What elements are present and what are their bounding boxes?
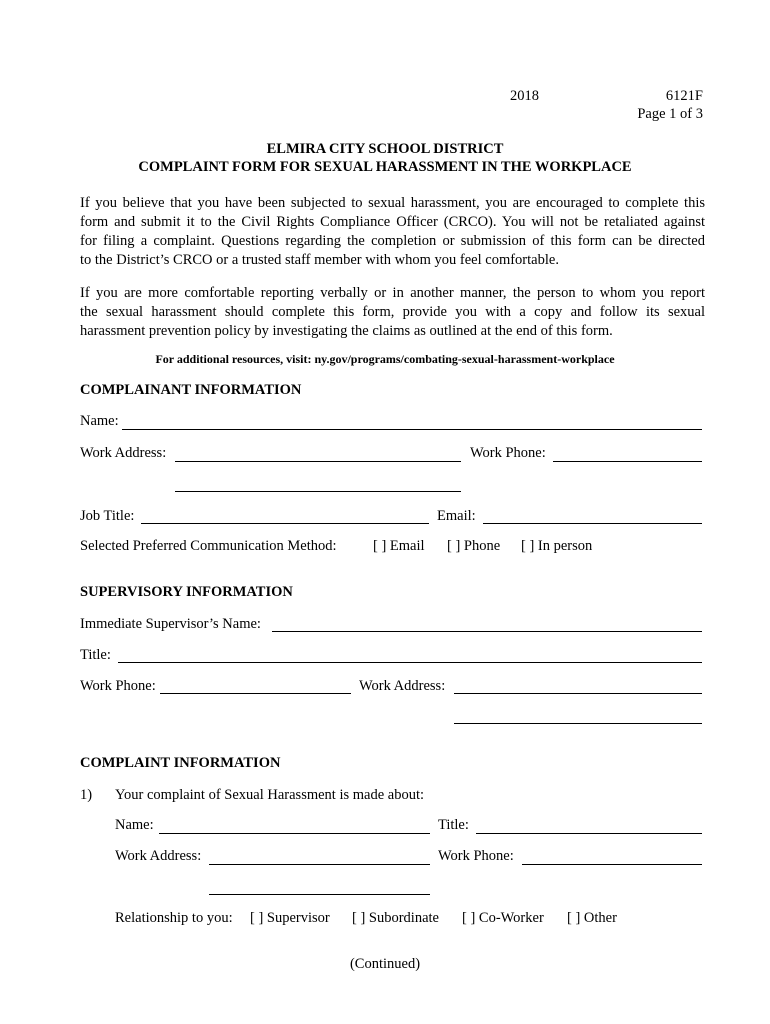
resources-link[interactable]: For additional resources, visit: ny.gov/programs/combating-sexual-harassment-workplace bbox=[155, 352, 615, 366]
complainant-work-address-field[interactable] bbox=[175, 461, 461, 462]
supervisor-title-field[interactable] bbox=[118, 662, 702, 663]
question-1-number: 1) bbox=[80, 787, 93, 803]
intro-p1-line: for filing a complaint. Questions regarding the completion or submission of this form can be directed bbox=[80, 233, 705, 249]
header-policy-code: 6121F bbox=[665, 88, 703, 104]
complainant-heading: COMPLAINANT INFORMATION bbox=[80, 382, 302, 398]
intro-p2-line: the sexual harassment should complete this form, provide you with a copy and follow its sexual bbox=[80, 304, 705, 320]
relationship-option-supervisor[interactable]: [ ] Supervisor bbox=[250, 910, 330, 926]
complainant-work-phone-label: Work Phone: bbox=[470, 445, 546, 461]
supervisory-heading: SUPERVISORY INFORMATION bbox=[80, 584, 293, 600]
supervisor-work-phone-field[interactable] bbox=[160, 693, 351, 694]
header-year: 2018 bbox=[510, 88, 539, 104]
accused-name-label: Name: bbox=[115, 817, 154, 833]
intro-p2-line: If you are more comfortable reporting verbally or in another manner, the person to whom you report bbox=[80, 285, 705, 301]
comm-option-in-person[interactable]: [ ] In person bbox=[521, 538, 593, 554]
intro-p2-line: harassment prevention policy by investigating the claims as outlined at the end of this form. bbox=[80, 323, 613, 339]
district-title: ELMIRA CITY SCHOOL DISTRICT bbox=[266, 141, 504, 157]
accused-work-address-label: Work Address: bbox=[115, 848, 202, 864]
accused-work-phone-field[interactable] bbox=[522, 864, 702, 865]
supervisor-work-phone-label: Work Phone: bbox=[80, 678, 156, 694]
relationship-label: Relationship to you: bbox=[115, 910, 233, 926]
complainant-work-address-label: Work Address: bbox=[80, 445, 167, 461]
relationship-option-other[interactable]: [ ] Other bbox=[567, 910, 617, 926]
supervisor-work-address-line-2[interactable] bbox=[454, 723, 702, 724]
accused-work-address-field[interactable] bbox=[209, 864, 430, 865]
continued-note: (Continued) bbox=[349, 956, 421, 972]
complainant-email-field[interactable] bbox=[483, 523, 702, 524]
complainant-email-label: Email: bbox=[437, 508, 476, 524]
accused-work-address-line-2[interactable] bbox=[209, 894, 430, 895]
complainant-job-title-field[interactable] bbox=[141, 523, 429, 524]
accused-work-phone-label: Work Phone: bbox=[438, 848, 514, 864]
intro-p1-line: form and submit it to the Civil Rights Compliance Officer (CRCO). You will not be retaliated against bbox=[80, 214, 705, 230]
complaint-heading: COMPLAINT INFORMATION bbox=[80, 755, 281, 771]
complainant-work-phone-field[interactable] bbox=[553, 461, 702, 462]
comm-option-email[interactable]: [ ] Email bbox=[373, 538, 425, 554]
supervisor-work-address-field[interactable] bbox=[454, 693, 702, 694]
supervisor-name-field[interactable] bbox=[272, 631, 702, 632]
supervisor-title-label: Title: bbox=[80, 647, 111, 663]
supervisor-work-address-label: Work Address: bbox=[359, 678, 446, 694]
intro-paragraph-2 bbox=[80, 284, 705, 341]
accused-name-field[interactable] bbox=[159, 833, 430, 834]
complainant-name-field[interactable] bbox=[122, 429, 702, 430]
supervisor-name-label: Immediate Supervisor’s Name: bbox=[80, 616, 261, 632]
comm-option-phone[interactable]: [ ] Phone bbox=[447, 538, 501, 554]
intro-paragraph-1 bbox=[80, 194, 705, 270]
complainant-work-address-line-2[interactable] bbox=[175, 491, 461, 492]
question-1-text: Your complaint of Sexual Harassment is made about: bbox=[115, 787, 425, 803]
comm-method-label: Selected Preferred Communication Method: bbox=[80, 538, 337, 554]
complainant-job-title-label: Job Title: bbox=[80, 508, 135, 524]
form-title: COMPLAINT FORM FOR SEXUAL HARASSMENT IN THE WORKPLACE bbox=[138, 159, 632, 175]
relationship-option-subordinate[interactable]: [ ] Subordinate bbox=[352, 910, 439, 926]
intro-p1-line: If you believe that you have been subjected to sexual harassment, you are encouraged to complete this bbox=[80, 195, 705, 211]
complainant-name-label: Name: bbox=[80, 413, 119, 429]
accused-title-label: Title: bbox=[438, 817, 469, 833]
accused-title-field[interactable] bbox=[476, 833, 702, 834]
header-page-number: Page 1 of 3 bbox=[637, 106, 703, 122]
intro-p1-line: to the District’s CRCO or a trusted staff member with whom you feel comfortable. bbox=[80, 252, 559, 268]
relationship-option-co-worker[interactable]: [ ] Co-Worker bbox=[462, 910, 544, 926]
